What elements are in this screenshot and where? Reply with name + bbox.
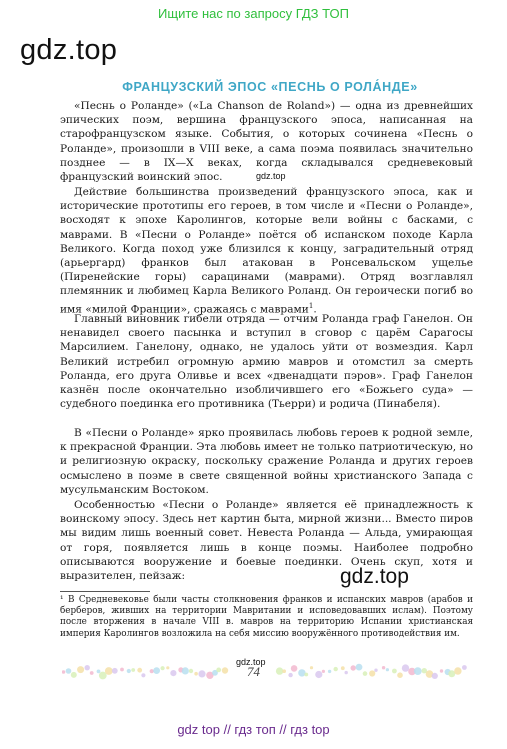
decorative-dot: [462, 665, 467, 670]
decorative-dot: [141, 673, 145, 677]
decorative-dot: [153, 667, 160, 674]
decorative-dot: [71, 672, 77, 678]
decorative-dot: [276, 667, 283, 674]
decorative-dots-border: [62, 661, 467, 681]
paragraph-2: Действие большинства произведений французского эпоса, как и исторические прототипы его героев, в том числе и «Песни о Роланде», восходят к эпохе Каролингов, которые вели войны с басками, с маврами. В «Песни о Роланде» поётся об испанском походе Карла Великого. Когда поход уже близился к концу, заградительный отряд (арьергард) франков был атакован в Ронсевальском ущелье (Пиренейские горы) сарацинами (маврами). Отряд возглавлял племянник и любимец Карла Великого Роланд. Он героически погиб во имя «милой Франции», сражаясь с маврами$^1$.: [60, 186, 473, 316]
decorative-dot: [198, 670, 205, 677]
decorative-dot: [345, 671, 348, 674]
watermark-middle: gdz.top: [340, 565, 409, 588]
decorative-dot: [402, 664, 409, 671]
decorative-dot: [216, 668, 221, 673]
decorative-dot: [170, 670, 176, 676]
decorative-dot: [341, 666, 345, 670]
paragraph-1: «Песнь о Роланде» («La Chanson de Roland») — одна из древнейших эпических поэм, вершина французского эпоса, написанная на старофранцузском языке. События, о которых сочинена «Песнь о Роланде», произошли в VIII веке, а сама поэма появилась значительно позднее — в IX—X веках, когда складывался средневековый французский воинский эпос.: [60, 100, 473, 184]
watermark-small-bottom: gdz.top: [236, 657, 266, 667]
decorative-dot: [397, 672, 403, 678]
paragraph-4: В «Песни о Роланде» ярко проявилась любовь героев к родной земле, к прекрасной Франции. Эта любовь имеет не только патриотическую, но и религиозную окраску, поскольку сражение Роланда и других героев осмыслено в поэме в свете священной войны христианского Запада с мусульманским Востоком.: [60, 427, 473, 496]
decorative-dot: [166, 666, 169, 669]
decorative-dot: [137, 668, 142, 673]
decorative-dot: [310, 666, 313, 669]
decorative-dot: [105, 667, 113, 675]
site-logo: gdz.top: [20, 34, 118, 66]
chapter-title: ФРАНЦУЗСКИЙ ЭПОС «ПЕСНЬ О РОЛА́НДЕ»: [122, 80, 418, 94]
decorative-dot: [392, 669, 397, 674]
paragraph-5: Особенностью «Песни о Роланде» является её принадлежность к воинскому эпосу. Здесь нет картин быта, мирной жизни... Вместо пиров мы видим лишь военный совет. Невеста Роланда — Альда, умирающая от горя, появляется лишь в конце поэмы. Наиболее подробно описываются вооружение и боевые поединки. Очень скуп, хотя и выразителен, пейзаж:: [60, 499, 473, 583]
decorative-dot: [222, 667, 228, 673]
page-number: 74: [247, 664, 260, 679]
search-banner: Ищите нас по запросу ГДЗ ТОП: [158, 6, 349, 21]
decorative-dot: [356, 664, 363, 671]
decorative-dot: [131, 668, 135, 672]
footnote-marker: 1: [308, 301, 314, 310]
decorative-dot: [127, 669, 131, 673]
decorative-dot: [304, 673, 308, 677]
decorative-dot: [369, 670, 375, 676]
decorative-dot: [288, 673, 292, 677]
decorative-dot: [97, 670, 101, 674]
decorative-dot: [62, 670, 65, 674]
decorative-dot: [315, 671, 322, 678]
decorative-dot: [112, 668, 118, 674]
decorative-dot: [351, 665, 356, 670]
decorative-dot: [291, 665, 298, 672]
footnote: ¹ В Средневековье были часты столкновения франков и испанских мавров (арабов и берберов, живших на территории Мавритании и исповедовавших ислам). Поэтому после вторжения в начале VIII в. мавров на территорию Испании христианская империя Каролингов возложила на себя миссию вооружённого противодействия им.: [60, 595, 473, 639]
decorative-dot: [374, 669, 377, 672]
decorative-dot: [414, 667, 422, 675]
decorative-dot: [85, 665, 90, 670]
decorative-dot: [328, 670, 331, 673]
paragraph-3: Главный виновник гибели отряда — отчим Роланда граф Ганелон. Он ненавидел своего пасынка и вступил в сговор с царём Сарагосы Марсилием. Ганелону, однако, не удалось уйти от возмездия. Карл Великий истребил огромную армию мавров и отомстил за смерть Роланда, его друга Оливье и всех «двенадцати пэров». Граф Ганелон казнён после окончательно изобличившего его «Божьего суда» — судебного поединка его противника (Тьерри) и родича (Пинабеля).: [60, 313, 473, 411]
bottom-watermark-bar: gdz top // гдз топ // гдз top: [177, 722, 330, 737]
decorative-dot: [386, 668, 389, 671]
decorative-dot: [194, 672, 198, 676]
decorative-dot: [189, 669, 193, 673]
watermark-small-top: gdz.top: [256, 171, 286, 181]
decorative-dot: [120, 668, 124, 672]
decorative-dot: [77, 666, 84, 673]
decorative-dot: [66, 668, 72, 674]
decorative-dot: [90, 671, 94, 675]
decorative-dot: [382, 666, 385, 669]
decorative-dot: [150, 669, 154, 673]
decorative-dot: [432, 673, 438, 679]
footnote-divider: [60, 591, 150, 592]
decorative-dot: [322, 670, 325, 673]
decorative-dot: [440, 669, 443, 672]
decorative-dot: [182, 667, 189, 674]
decorative-dot: [161, 666, 165, 670]
decorative-dot: [363, 671, 368, 676]
decorative-dot: [454, 667, 461, 674]
decorative-dot: [298, 669, 305, 676]
decorative-dot: [282, 669, 286, 673]
decorative-dot: [334, 667, 338, 671]
